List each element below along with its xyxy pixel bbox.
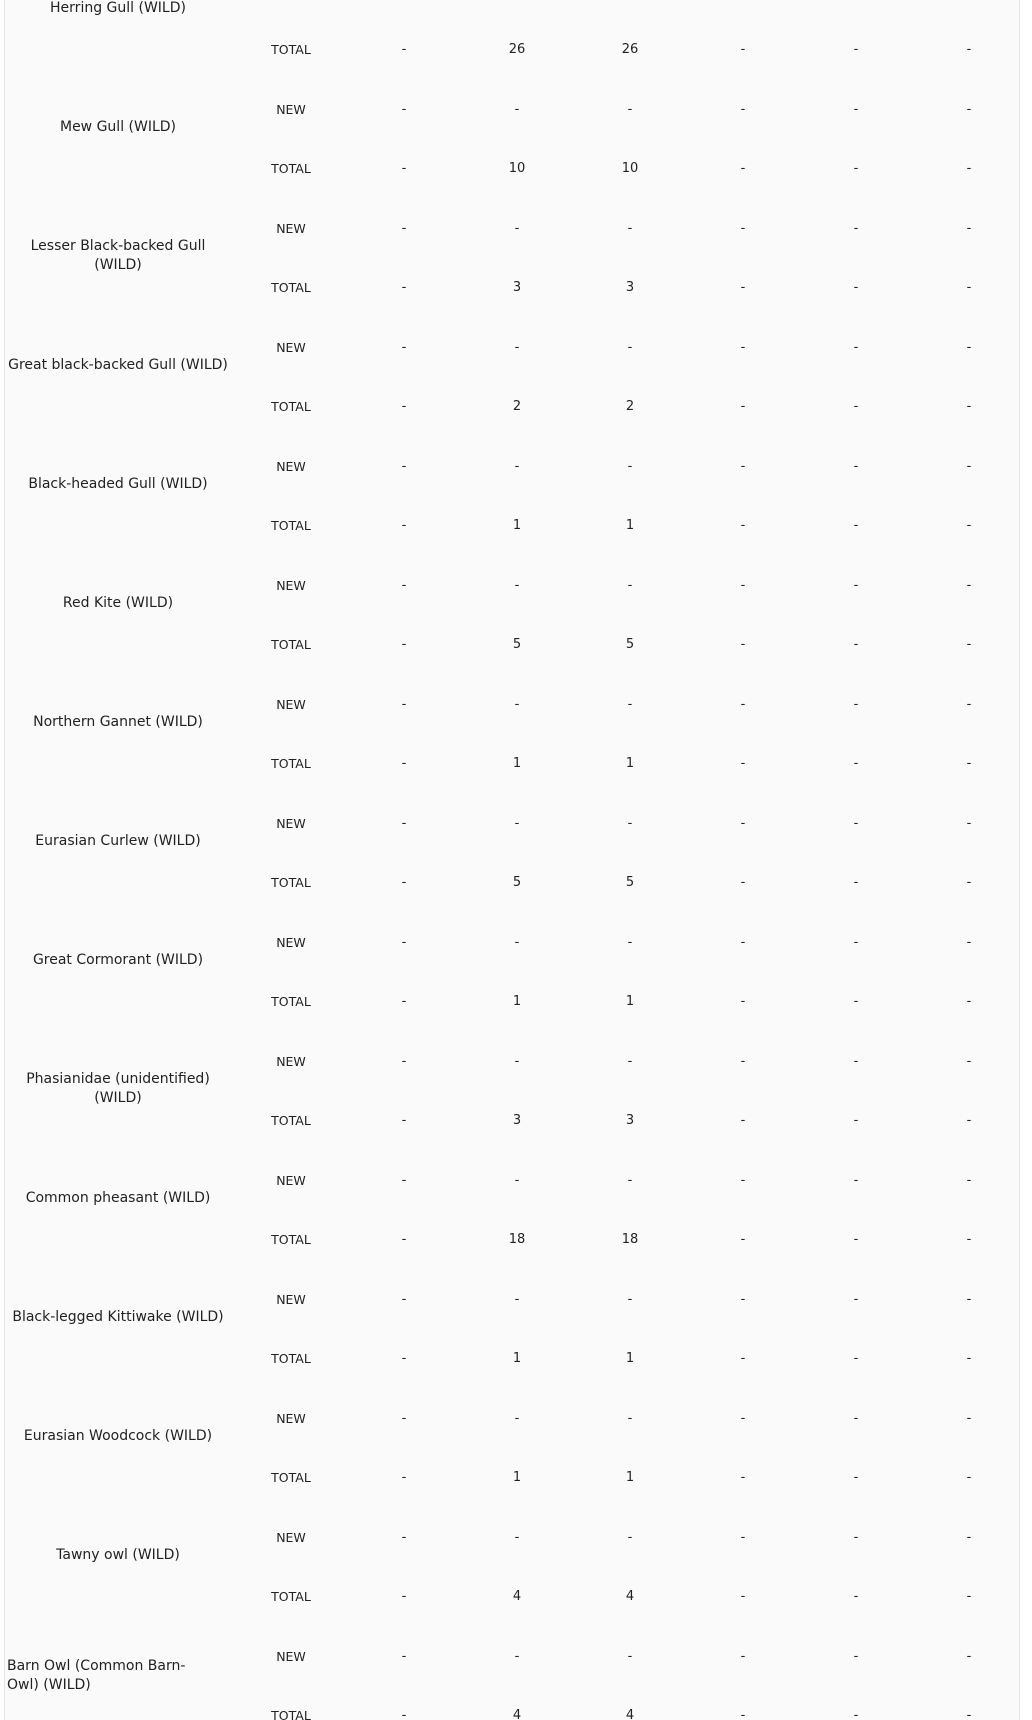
- table-cell: -: [627, 102, 633, 117]
- table-cell: -: [740, 994, 746, 1009]
- table-cell: -: [853, 399, 859, 414]
- table-row-new: [5, 1052, 1019, 1072]
- table-cell: 10: [621, 161, 639, 176]
- table-cell: -: [627, 1411, 633, 1426]
- table-row-new: [5, 457, 1019, 477]
- species-block-great-cormorant-wild: [5, 923, 1019, 1042]
- table-cell: -: [627, 459, 633, 474]
- row-type-label: TOTAL: [271, 1351, 311, 1366]
- table-cell: 3: [512, 280, 522, 295]
- table-cell: -: [966, 42, 972, 57]
- table-cell: -: [853, 221, 859, 236]
- species-block-common-pheasant-wild: [5, 1161, 1019, 1280]
- table-cell: -: [401, 1589, 407, 1604]
- table-cell: -: [966, 221, 972, 236]
- table-cell: 1: [625, 756, 635, 771]
- table-cell: -: [966, 1589, 972, 1604]
- species-block-great-black-backed-gull-wild: [5, 328, 1019, 447]
- table-cell: 1: [625, 994, 635, 1009]
- table-cell: -: [966, 1351, 972, 1366]
- table-cell: -: [853, 875, 859, 890]
- table-cell: 1: [625, 1470, 635, 1485]
- table-cell: -: [966, 1470, 972, 1485]
- table-cell: -: [740, 221, 746, 236]
- table-cell: -: [514, 578, 520, 593]
- table-cell: -: [740, 1589, 746, 1604]
- table-cell: -: [740, 161, 746, 176]
- species-name: Great Cormorant (WILD): [32, 952, 204, 968]
- table-cell: -: [966, 340, 972, 355]
- table-cell: -: [627, 340, 633, 355]
- table-cell: -: [853, 756, 859, 771]
- table-cell: -: [401, 1232, 407, 1247]
- table-cell: -: [966, 399, 972, 414]
- table-cell: -: [966, 1113, 972, 1128]
- table-cell: -: [740, 1232, 746, 1247]
- table-cell: -: [740, 102, 746, 117]
- table-cell: -: [740, 756, 746, 771]
- table-cell: -: [514, 1292, 520, 1307]
- species-block-barn-owl-common-barn-owl-wild: [5, 1637, 1019, 1720]
- table-cell: -: [966, 1649, 972, 1664]
- table-cell: -: [401, 340, 407, 355]
- table-cell: -: [627, 1173, 633, 1188]
- table-row-new: [5, 576, 1019, 596]
- table-cell: -: [401, 1649, 407, 1664]
- table-cell: -: [853, 1649, 859, 1664]
- table-cell: -: [740, 637, 746, 652]
- table-row-total: [5, 397, 1019, 417]
- table-cell: [472, 0, 562, 1]
- table-cell: -: [401, 1708, 407, 1720]
- row-type-label: TOTAL: [271, 42, 311, 57]
- table-cell: -: [627, 816, 633, 831]
- table-cell: -: [627, 1649, 633, 1664]
- table-cell: -: [853, 1232, 859, 1247]
- row-type-label: NEW: [276, 1649, 306, 1664]
- table-row-new: [5, 1171, 1019, 1191]
- table-cell: -: [966, 1411, 972, 1426]
- table-cell: 3: [512, 1113, 522, 1128]
- table-cell: [698, 0, 788, 1]
- table-cell: -: [401, 1530, 407, 1545]
- table-cell: 1: [512, 1470, 522, 1485]
- table-cell: -: [853, 1589, 859, 1604]
- table-cell: 1: [512, 518, 522, 533]
- table-cell: -: [740, 1173, 746, 1188]
- table-cell: -: [966, 578, 972, 593]
- table-cell: -: [853, 161, 859, 176]
- table-cell: -: [853, 340, 859, 355]
- table-row-total: [5, 1468, 1019, 1488]
- table-cell: [811, 0, 901, 1]
- table-row-total: [5, 159, 1019, 179]
- table-cell: -: [627, 697, 633, 712]
- table-cell: -: [966, 1173, 972, 1188]
- table-row-total: [5, 516, 1019, 536]
- table-cell: -: [514, 816, 520, 831]
- table-cell: -: [740, 280, 746, 295]
- table-cell: -: [740, 340, 746, 355]
- table-cell: -: [740, 42, 746, 57]
- table-cell: -: [401, 1411, 407, 1426]
- table-cell: -: [401, 221, 407, 236]
- species-name: Black-headed Gull (WILD): [28, 476, 208, 492]
- table-cell: -: [401, 459, 407, 474]
- table-cell: -: [740, 935, 746, 950]
- table-cell: -: [966, 1708, 972, 1720]
- table-cell: -: [966, 459, 972, 474]
- row-type-label: NEW: [276, 221, 306, 236]
- table-cell: 2: [625, 399, 635, 414]
- table-cell: 4: [625, 1708, 635, 1720]
- table-cell: -: [514, 1411, 520, 1426]
- row-type-label: TOTAL: [271, 1232, 311, 1247]
- row-type-label: NEW: [276, 1173, 306, 1188]
- row-type-label: NEW: [276, 340, 306, 355]
- species-block-eurasian-curlew-wild: [5, 804, 1019, 923]
- table-cell: -: [401, 518, 407, 533]
- table-cell: -: [514, 1054, 520, 1069]
- table-cell: 1: [512, 994, 522, 1009]
- table-cell: -: [401, 756, 407, 771]
- species-block-phasianidae-unidentified-wild: [5, 1042, 1019, 1161]
- table-cell: -: [853, 280, 859, 295]
- table-cell: -: [401, 875, 407, 890]
- table-cell: -: [853, 637, 859, 652]
- row-type-label: TOTAL: [271, 1589, 311, 1604]
- table-cell: -: [740, 1292, 746, 1307]
- table-row-total: [5, 1230, 1019, 1250]
- table-cell: -: [740, 1649, 746, 1664]
- species-name: Great black-backed Gull (WILD): [8, 357, 228, 373]
- row-type-label: NEW: [276, 1411, 306, 1426]
- table-row-new: [5, 933, 1019, 953]
- table-cell: 5: [625, 637, 635, 652]
- table-cell: -: [401, 161, 407, 176]
- table-cell: 18: [508, 1232, 526, 1247]
- species-block-eurasian-woodcock-wild: [5, 1399, 1019, 1518]
- table-cell: -: [401, 1470, 407, 1485]
- table-cell: -: [966, 875, 972, 890]
- table-cell: -: [627, 1530, 633, 1545]
- table-cell: 4: [512, 1589, 522, 1604]
- row-type-label: NEW: [276, 102, 306, 117]
- table-row-new: [5, 1528, 1019, 1548]
- species-name: Barn Owl (Common Barn-Owl) (WILD): [7, 1658, 186, 1693]
- table-cell: -: [853, 816, 859, 831]
- table-cell: -: [401, 1351, 407, 1366]
- species-block-black-legged-kittiwake-wild: [5, 1280, 1019, 1399]
- table-cell: -: [966, 637, 972, 652]
- table-cell: -: [853, 1173, 859, 1188]
- table-cell: -: [853, 1292, 859, 1307]
- table-cell: 1: [625, 1351, 635, 1366]
- table-cell: [585, 0, 675, 1]
- table-cell: -: [514, 102, 520, 117]
- table-row-total: [5, 992, 1019, 1012]
- table-cell: 18: [621, 1232, 639, 1247]
- table-cell: -: [627, 221, 633, 236]
- table-cell: -: [853, 1411, 859, 1426]
- table-cell: -: [966, 1054, 972, 1069]
- table-cell: -: [966, 518, 972, 533]
- table-cell: -: [401, 42, 407, 57]
- table-cell: -: [853, 459, 859, 474]
- row-type-label: [246, 0, 336, 1]
- row-type-label: TOTAL: [271, 518, 311, 533]
- table-cell: -: [740, 816, 746, 831]
- table-cell: -: [401, 1173, 407, 1188]
- table-cell: -: [401, 578, 407, 593]
- table-cell: -: [401, 280, 407, 295]
- table-cell: -: [401, 935, 407, 950]
- table-cell: 1: [625, 518, 635, 533]
- table-cell: -: [514, 221, 520, 236]
- table-row-total: [5, 754, 1019, 774]
- row-type-label: TOTAL: [271, 280, 311, 295]
- table-cell: -: [853, 518, 859, 533]
- species-name: Eurasian Woodcock (WILD): [23, 1428, 213, 1444]
- table-row-total: [5, 1587, 1019, 1607]
- table-cell: -: [853, 994, 859, 1009]
- table-cell: -: [627, 578, 633, 593]
- species-name: Red Kite (WILD): [62, 595, 174, 611]
- row-type-label: TOTAL: [271, 161, 311, 176]
- row-type-label: TOTAL: [271, 1470, 311, 1485]
- table-cell: -: [966, 756, 972, 771]
- row-type-label: NEW: [276, 1054, 306, 1069]
- table-cell: -: [740, 1054, 746, 1069]
- table-cell: -: [401, 697, 407, 712]
- row-type-label: NEW: [276, 459, 306, 474]
- table-cell: -: [853, 578, 859, 593]
- species-block-mew-gull-wild: [5, 90, 1019, 209]
- table-cell: -: [966, 280, 972, 295]
- table-cell: -: [966, 1232, 972, 1247]
- table-row-new: [5, 1290, 1019, 1310]
- table-cell: -: [853, 1470, 859, 1485]
- table-cell: -: [401, 637, 407, 652]
- table-row-total: [5, 1706, 1019, 1720]
- table-row-total: [5, 1349, 1019, 1369]
- table-cell: -: [514, 1649, 520, 1664]
- species-name: Northern Gannet (WILD): [33, 714, 203, 730]
- table-cell: -: [740, 1411, 746, 1426]
- table-row-new: [5, 1409, 1019, 1429]
- table-row-new: [5, 1647, 1019, 1667]
- table-cell: -: [853, 1113, 859, 1128]
- table-cell: -: [966, 1530, 972, 1545]
- row-type-label: TOTAL: [271, 1708, 311, 1720]
- table-row-new: [5, 814, 1019, 834]
- row-type-label: TOTAL: [271, 756, 311, 771]
- species-name: Herring Gull (WILD): [50, 0, 186, 16]
- species-block-herring-gull-wild: [5, 0, 1019, 90]
- table-cell: -: [966, 161, 972, 176]
- species-name: Black-legged Kittiwake (WILD): [12, 1309, 224, 1325]
- table-cell: -: [401, 1054, 407, 1069]
- table-cell: -: [740, 578, 746, 593]
- table-cell: -: [401, 994, 407, 1009]
- table-row-total: [5, 1111, 1019, 1131]
- table-cell: -: [740, 1470, 746, 1485]
- table-cell: -: [514, 697, 520, 712]
- species-block-red-kite-wild: [5, 566, 1019, 685]
- table-cell: -: [740, 518, 746, 533]
- table-cell: 26: [621, 42, 639, 57]
- table-row-total: [5, 873, 1019, 893]
- table-cell: -: [853, 42, 859, 57]
- table-cell: -: [853, 102, 859, 117]
- table-cell: -: [853, 697, 859, 712]
- table-row-new: [5, 695, 1019, 715]
- table-cell: -: [966, 816, 972, 831]
- species-name: Eurasian Curlew (WILD): [35, 833, 201, 849]
- table-cell: [924, 0, 1014, 1]
- table-cell: -: [514, 1173, 520, 1188]
- table-cell: -: [401, 399, 407, 414]
- table-cell: -: [740, 697, 746, 712]
- table-cell: -: [740, 459, 746, 474]
- table-cell: -: [740, 1708, 746, 1720]
- table-cell: 3: [625, 280, 635, 295]
- table-cell: 4: [625, 1589, 635, 1604]
- table-cell: -: [966, 994, 972, 1009]
- table-cell: -: [514, 340, 520, 355]
- table-cell: -: [740, 1530, 746, 1545]
- species-block-black-headed-gull-wild: [5, 447, 1019, 566]
- table-row-new: [5, 338, 1019, 358]
- table-row-new: [5, 100, 1019, 120]
- row-type-label: NEW: [276, 1530, 306, 1545]
- row-type-label: NEW: [276, 1292, 306, 1307]
- table-cell: -: [627, 935, 633, 950]
- table-cell: -: [853, 1708, 859, 1720]
- table-cell: -: [401, 816, 407, 831]
- species-block-tawny-owl-wild: [5, 1518, 1019, 1637]
- table-cell: -: [853, 1530, 859, 1545]
- species-name: Phasianidae (unidentified) (WILD): [26, 1071, 210, 1106]
- table-cell: 2: [512, 399, 522, 414]
- table-cell: -: [514, 459, 520, 474]
- table-cell: -: [740, 1113, 746, 1128]
- table-cell: 1: [512, 1351, 522, 1366]
- table-cell: 5: [512, 875, 522, 890]
- row-type-label: NEW: [276, 935, 306, 950]
- table-cell: -: [740, 875, 746, 890]
- table-cell: 10: [508, 161, 526, 176]
- table-cell: 3: [625, 1113, 635, 1128]
- table-cell: -: [514, 935, 520, 950]
- row-type-label: NEW: [276, 578, 306, 593]
- table-row-new: [5, 219, 1019, 239]
- row-type-label: TOTAL: [271, 399, 311, 414]
- table-row-total: [5, 635, 1019, 655]
- table-cell: 4: [512, 1708, 522, 1720]
- table-cell: -: [966, 1292, 972, 1307]
- species-name: Common pheasant (WILD): [25, 1190, 211, 1206]
- outbreak-species-table: [4, 0, 1020, 1720]
- row-type-label: TOTAL: [271, 637, 311, 652]
- table-cell: -: [627, 1292, 633, 1307]
- table-cell: -: [740, 1351, 746, 1366]
- species-name: Lesser Black-backed Gull (WILD): [30, 238, 206, 273]
- table-cell: -: [740, 399, 746, 414]
- row-type-label: NEW: [276, 816, 306, 831]
- row-type-label: TOTAL: [271, 994, 311, 1009]
- table-cell: -: [966, 102, 972, 117]
- table-cell: [359, 0, 449, 1]
- table-cell: 1: [512, 756, 522, 771]
- species-name: Mew Gull (WILD): [59, 119, 177, 135]
- table-cell: -: [514, 1530, 520, 1545]
- row-type-label: TOTAL: [271, 1113, 311, 1128]
- species-name: Tawny owl (WILD): [56, 1547, 180, 1563]
- row-type-label: NEW: [276, 697, 306, 712]
- table-cell: 5: [625, 875, 635, 890]
- table-cell: -: [853, 935, 859, 950]
- table-cell: -: [853, 1351, 859, 1366]
- table-cell: -: [401, 102, 407, 117]
- table-cell: 5: [512, 637, 522, 652]
- table-cell: -: [627, 1054, 633, 1069]
- table-cell: -: [401, 1292, 407, 1307]
- table-row-total: [5, 40, 1019, 60]
- table-row-total: [5, 278, 1019, 298]
- table-row-new: [5, 0, 1019, 1]
- table-cell: -: [966, 935, 972, 950]
- table-cell: 26: [508, 42, 526, 57]
- table-cell: -: [966, 697, 972, 712]
- table-cell: -: [401, 1113, 407, 1128]
- row-type-label: TOTAL: [271, 875, 311, 890]
- species-block-lesser-black-backed-gull-wild: [5, 209, 1019, 328]
- species-block-northern-gannet-wild: [5, 685, 1019, 804]
- table-cell: -: [853, 1054, 859, 1069]
